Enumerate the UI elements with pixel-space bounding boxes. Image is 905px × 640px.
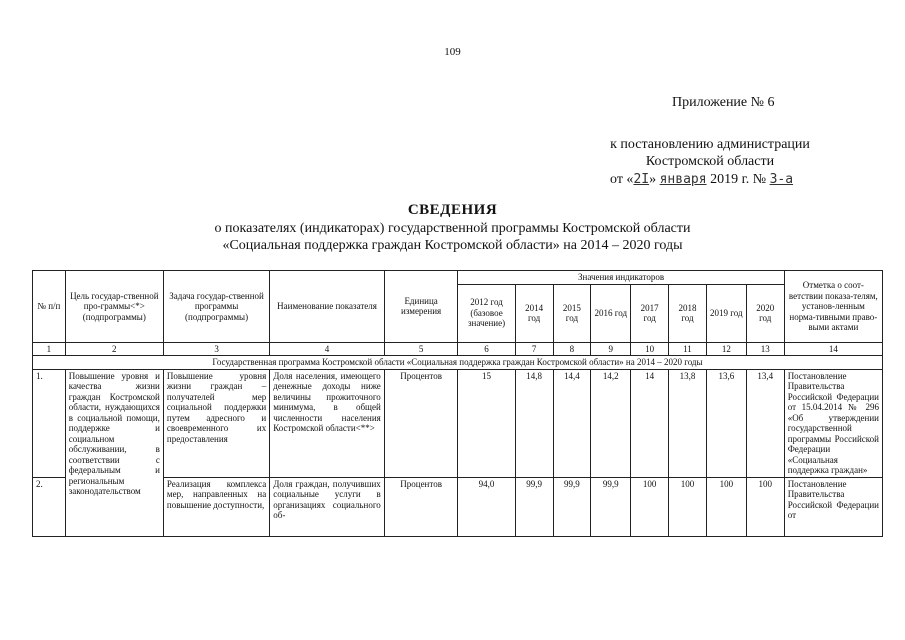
decree-date-line (610, 172, 793, 188)
header-num: № п/п (33, 271, 66, 343)
column-number: 8 (553, 342, 591, 356)
row-base-value: 94,0 (458, 477, 515, 536)
date-month: января (659, 172, 707, 187)
row-num: 1. (33, 369, 66, 477)
header-task: Задача государ-ственной программы (подпрограммы) (163, 271, 269, 343)
column-numbers-row (33, 342, 883, 356)
header-year-2015: 2015 год (553, 284, 591, 342)
column-number: 2 (65, 342, 163, 356)
row-value-2019: 13,6 (706, 369, 746, 477)
column-number: 5 (384, 342, 458, 356)
column-number: 9 (591, 342, 631, 356)
row-task: Повышение уровня жизни граждан – получателей мер социальной поддержки путем адресного и своевременного их предоставления (163, 369, 269, 477)
header-unit: Единица измерения (384, 271, 458, 343)
row-value-2014: 99,9 (515, 477, 553, 536)
row-unit: Процентов (384, 477, 458, 536)
column-number: 3 (163, 342, 269, 356)
row-value-2015: 99,9 (553, 477, 591, 536)
document-subtitle-line-2: «Социальная поддержка граждан Костромской области» на 2014 – 2020 годы (222, 238, 683, 253)
row-indicator: Доля граждан, получивших социальные услуги в организациях социального об- (270, 477, 385, 536)
header-values-group: Значения индикаторов (458, 271, 784, 285)
annex-title: Приложение № 6 (672, 95, 775, 110)
date-day: 2I (633, 172, 650, 187)
row-task: Реализация комплекса мер, направленных на повышение доступности, (163, 477, 269, 536)
column-number: 7 (515, 342, 553, 356)
row-value-2014: 14,8 (515, 369, 553, 477)
document-subtitle (0, 220, 905, 254)
header-row-1 (33, 271, 883, 285)
column-number: 4 (270, 342, 385, 356)
column-number: 10 (631, 342, 669, 356)
document-subtitle-line-1: о показателях (индикаторах) государственной программы Костромской области (214, 221, 691, 236)
row-value-2016: 99,9 (591, 477, 631, 536)
date-year: 2019 г. № (710, 172, 767, 187)
row-value-2017: 100 (631, 477, 669, 536)
document-title: СВЕДЕНИЯ (407, 202, 498, 218)
row-indicator: Доля населения, имеющего денежные доходы ниже величины прожиточного минимума, в общей численности населения Костромской области<**> (270, 369, 385, 477)
row-value-2020: 100 (746, 477, 784, 536)
row-note: Постановление Правительства Российской Федерации от (784, 477, 882, 536)
header-year-2014: 2014 год (515, 284, 553, 342)
row-note: Постановление Правительства Российской Федерации от 15.04.2014 № 296 «Об утверждении государственной программы Российской Федерации «Социальная поддержка граждан» (784, 369, 882, 477)
header-indicator: Наименование показателя (270, 271, 385, 343)
date-number: 3-а (769, 172, 794, 187)
row-unit: Процентов (384, 369, 458, 477)
row-value-2017: 14 (631, 369, 669, 477)
decree-line-1: к постановлению администрации (610, 137, 810, 152)
header-year-2017: 2017 год (631, 284, 669, 342)
row-value-2016: 14,2 (591, 369, 631, 477)
row-goal: Повышение уровня и качества жизни граждан Костромской области, нуждающихся в социальной помощи, поддержке и социальном обслуживании, в соответствии с федеральным и региональным законодательством (65, 369, 163, 536)
date-mid: » (649, 172, 657, 187)
row-value-2019: 100 (706, 477, 746, 536)
column-number: 1 (33, 342, 66, 356)
column-number: 14 (784, 342, 882, 356)
column-number: 11 (669, 342, 707, 356)
table-row (33, 369, 883, 477)
decree-reference (560, 136, 860, 170)
indicators-table (32, 270, 883, 537)
row-value-2015: 14,4 (553, 369, 591, 477)
row-num: 2. (33, 477, 66, 536)
header-base-year: 2012 год (базовое значение) (458, 284, 515, 342)
date-prefix: от « (610, 172, 634, 187)
column-number: 12 (706, 342, 746, 356)
header-year-2018: 2018 год (669, 284, 707, 342)
column-number: 6 (458, 342, 515, 356)
page-number: 109 (444, 46, 461, 58)
header-goal: Цель государ-ственной про-граммы<*> (подпрограммы) (65, 271, 163, 343)
program-row (33, 356, 883, 370)
row-value-2018: 100 (669, 477, 707, 536)
header-year-2019: 2019 год (706, 284, 746, 342)
header-note: Отметка о соот-ветствии показа-телям, установ-ленным норма-тивными право-выми актами (784, 271, 882, 343)
program-title-cell: Государственная программа Костромской области «Социальная поддержка граждан Костромской области» на 2014 – 2020 годы (33, 356, 883, 370)
column-number: 13 (746, 342, 784, 356)
decree-line-2: Костромской области (645, 154, 775, 169)
row-value-2020: 13,4 (746, 369, 784, 477)
row-base-value: 15 (458, 369, 515, 477)
row-value-2018: 13,8 (669, 369, 707, 477)
header-year-2016: 2016 год (591, 284, 631, 342)
header-year-2020: 2020 год (746, 284, 784, 342)
